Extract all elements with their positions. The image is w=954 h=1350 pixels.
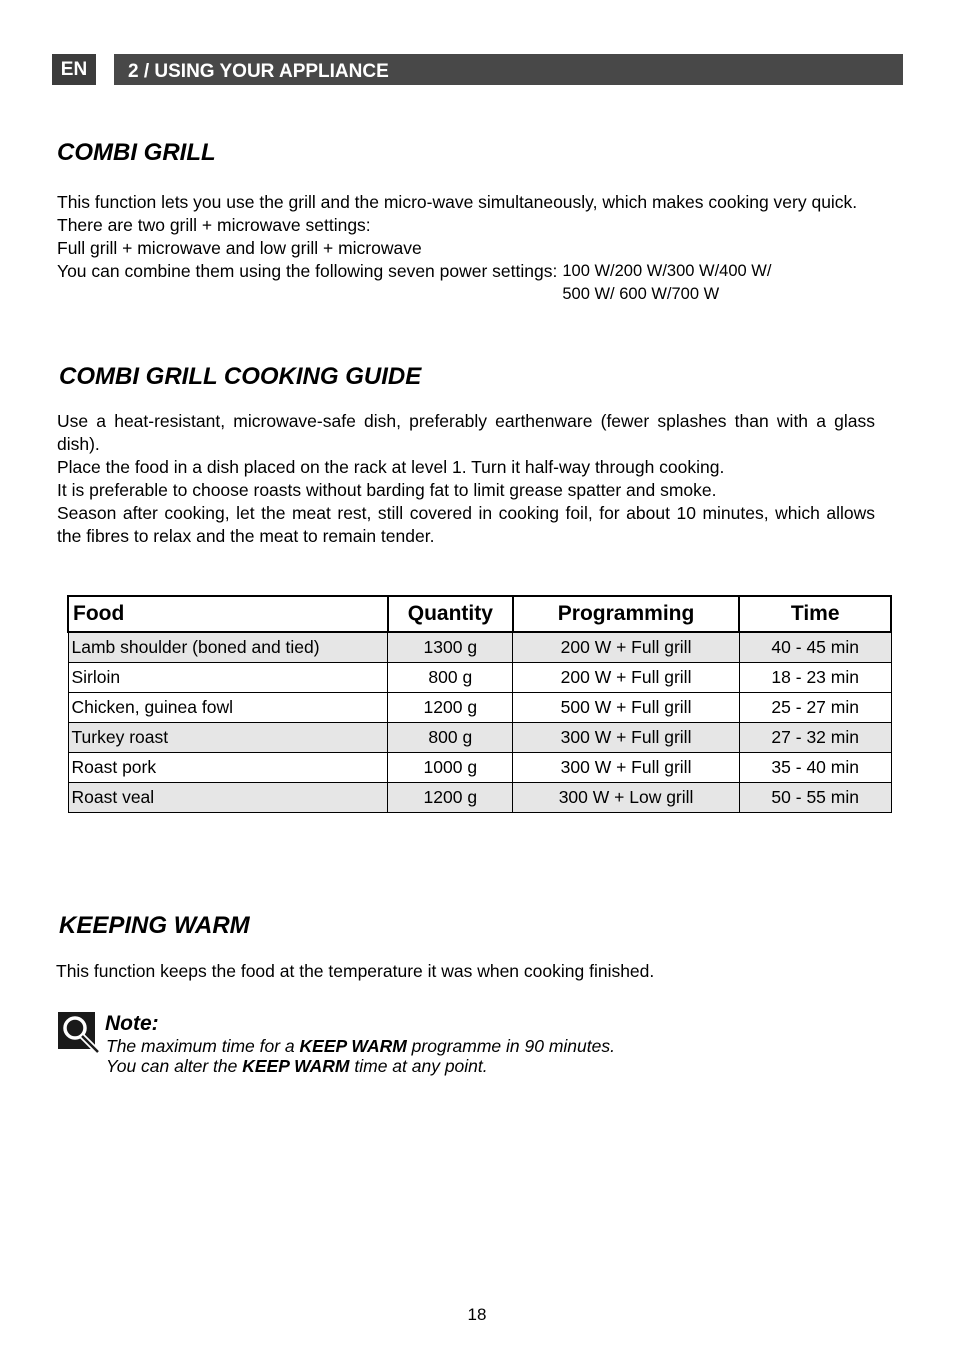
note-line-1 bbox=[106, 1036, 615, 1056]
cell-food: Turkey roast bbox=[68, 723, 388, 753]
combi-grill-line-2: There are two grill + microwave settings: bbox=[57, 215, 371, 235]
note-line-1-start: The maximum time for a bbox=[106, 1036, 300, 1056]
cell-programming: 300 W + Full grill bbox=[513, 753, 740, 783]
header-programming: Programming bbox=[513, 596, 740, 632]
keeping-warm-text bbox=[56, 960, 874, 983]
cell-quantity: 1300 g bbox=[388, 632, 513, 663]
cooking-guide-line-1: Use a heat-resistant, microwave-safe dish, preferably earthenware (fewer splashes than with a glass dish). bbox=[57, 411, 875, 454]
note-line-2-end: time at any point. bbox=[349, 1056, 488, 1076]
power-settings-label: You can combine them using the following seven power settings: bbox=[57, 261, 558, 281]
cell-quantity: 1200 g bbox=[388, 783, 513, 813]
table-row bbox=[68, 632, 891, 663]
cell-quantity: 800 g bbox=[388, 663, 513, 693]
cooking-guide-text bbox=[57, 410, 875, 548]
cell-food: Sirloin bbox=[68, 663, 388, 693]
power-values-line-1: 100 W/200 W/300 W/400 W/ bbox=[562, 262, 772, 280]
cooking-guide-line-3: It is preferable to choose roasts without barding fat to limit grease spatter and smoke. bbox=[57, 480, 717, 500]
cell-programming: 300 W + Low grill bbox=[513, 783, 740, 813]
cell-programming: 200 W + Full grill bbox=[513, 663, 740, 693]
cell-time: 40 - 45 min bbox=[739, 632, 891, 663]
page-number: 18 bbox=[467, 1305, 487, 1324]
power-values-line-2: 500 W/ 600 W/700 W bbox=[562, 285, 720, 303]
cell-programming: 300 W + Full grill bbox=[513, 723, 740, 753]
cell-food: Roast veal bbox=[68, 783, 388, 813]
cell-time: 35 - 40 min bbox=[739, 753, 891, 783]
cell-programming: 200 W + Full grill bbox=[513, 632, 740, 663]
power-settings-values bbox=[557, 260, 771, 306]
combi-grill-line-1: This function lets you use the grill and the micro-wave simultaneously, which makes cooking very quick. bbox=[57, 192, 858, 212]
note-line-1-end: programme in 90 minutes. bbox=[406, 1036, 615, 1056]
header-quantity: Quantity bbox=[388, 596, 513, 632]
cell-quantity: 1200 g bbox=[388, 693, 513, 723]
note-line-2 bbox=[106, 1056, 615, 1076]
note-line-1-keyword: KEEP WARM bbox=[299, 1036, 407, 1056]
keeping-warm-heading: KEEPING WARM bbox=[59, 912, 250, 939]
cell-food: Roast pork bbox=[68, 753, 388, 783]
note-title: Note: bbox=[105, 1012, 159, 1035]
table-header-row bbox=[68, 596, 891, 632]
cooking-guide-heading: COMBI GRILL COOKING GUIDE bbox=[59, 363, 422, 390]
header-food: Food bbox=[68, 596, 388, 632]
cell-food: Lamb shoulder (boned and tied) bbox=[68, 632, 388, 663]
combi-grill-text bbox=[57, 191, 875, 306]
table-row bbox=[68, 693, 891, 723]
table-row bbox=[68, 663, 891, 693]
section-header-bar: 2 / USING YOUR APPLIANCE bbox=[114, 54, 903, 85]
table-row bbox=[68, 723, 891, 753]
combi-grill-line-3: Full grill + microwave and low grill + microwave bbox=[57, 238, 422, 258]
cooking-guide-line-2: Place the food in a dish placed on the rack at level 1. Turn it half-way through cooking. bbox=[57, 457, 725, 477]
keeping-warm-line-1: This function keeps the food at the temperature it was when cooking finished. bbox=[56, 961, 655, 981]
magnifier-note-icon bbox=[57, 1011, 99, 1053]
cell-time: 25 - 27 min bbox=[739, 693, 891, 723]
header-time: Time bbox=[739, 596, 891, 632]
note-line-2-start: You can alter the bbox=[106, 1056, 243, 1076]
cell-time: 27 - 32 min bbox=[739, 723, 891, 753]
power-settings-row bbox=[57, 260, 875, 306]
cell-time: 18 - 23 min bbox=[739, 663, 891, 693]
cell-programming: 500 W + Full grill bbox=[513, 693, 740, 723]
cell-food: Chicken, guinea fowl bbox=[68, 693, 388, 723]
note-line-2-keyword: KEEP WARM bbox=[242, 1056, 350, 1076]
table-row bbox=[68, 783, 891, 813]
cell-quantity: 800 g bbox=[388, 723, 513, 753]
cell-time: 50 - 55 min bbox=[739, 783, 891, 813]
cell-quantity: 1000 g bbox=[388, 753, 513, 783]
cooking-guide-table bbox=[67, 595, 892, 813]
table-row bbox=[68, 753, 891, 783]
combi-grill-heading: COMBI GRILL bbox=[57, 139, 216, 166]
cooking-guide-line-4: Season after cooking, let the meat rest, still covered in cooking foil, for about 10 minutes, which allows the fibres to relax and the meat to remain tender. bbox=[57, 503, 875, 546]
language-tag: EN bbox=[52, 54, 96, 85]
note-body bbox=[106, 1036, 615, 1076]
